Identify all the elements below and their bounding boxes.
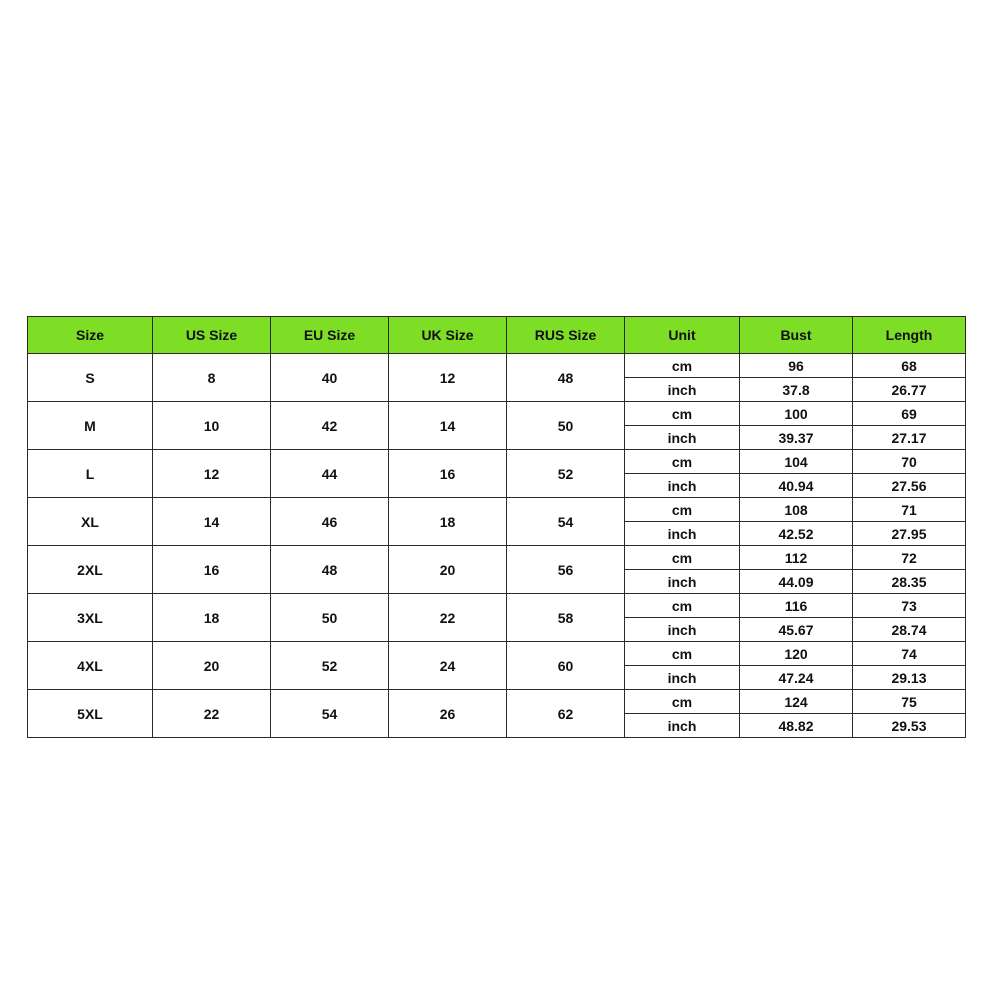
cell-size: XL (28, 498, 153, 546)
cell-unit-inch: inch (625, 426, 740, 450)
cell-length-inch: 27.56 (853, 474, 966, 498)
cell-uk: 26 (389, 690, 507, 738)
cell-bust-cm: 100 (740, 402, 853, 426)
cell-eu: 50 (271, 594, 389, 642)
cell-uk: 12 (389, 354, 507, 402)
cell-uk: 18 (389, 498, 507, 546)
table-body (28, 354, 966, 738)
cell-eu: 46 (271, 498, 389, 546)
column-header-length: Length (853, 317, 966, 354)
cell-us: 22 (153, 690, 271, 738)
cell-eu: 42 (271, 402, 389, 450)
cell-size: S (28, 354, 153, 402)
cell-eu: 54 (271, 690, 389, 738)
cell-bust-inch: 45.67 (740, 618, 853, 642)
cell-bust-cm: 120 (740, 642, 853, 666)
cell-length-cm: 75 (853, 690, 966, 714)
cell-bust-inch: 48.82 (740, 714, 853, 738)
cell-bust-cm: 96 (740, 354, 853, 378)
cell-bust-inch: 37.8 (740, 378, 853, 402)
column-header-uk-size: UK Size (389, 317, 507, 354)
table-row (28, 498, 966, 522)
cell-rus: 52 (507, 450, 625, 498)
cell-unit-inch: inch (625, 618, 740, 642)
cell-unit-inch: inch (625, 570, 740, 594)
cell-uk: 20 (389, 546, 507, 594)
cell-us: 16 (153, 546, 271, 594)
column-header-eu-size: EU Size (271, 317, 389, 354)
table-row (28, 354, 966, 378)
cell-length-cm: 69 (853, 402, 966, 426)
cell-size: 4XL (28, 642, 153, 690)
cell-unit-cm: cm (625, 642, 740, 666)
cell-length-cm: 72 (853, 546, 966, 570)
cell-rus: 60 (507, 642, 625, 690)
column-header-size: Size (28, 317, 153, 354)
cell-uk: 22 (389, 594, 507, 642)
cell-length-inch: 29.53 (853, 714, 966, 738)
cell-unit-inch: inch (625, 474, 740, 498)
cell-unit-cm: cm (625, 498, 740, 522)
cell-length-inch: 27.95 (853, 522, 966, 546)
cell-rus: 58 (507, 594, 625, 642)
cell-length-cm: 71 (853, 498, 966, 522)
cell-us: 18 (153, 594, 271, 642)
cell-rus: 48 (507, 354, 625, 402)
cell-unit-inch: inch (625, 522, 740, 546)
cell-uk: 14 (389, 402, 507, 450)
cell-rus: 54 (507, 498, 625, 546)
cell-us: 20 (153, 642, 271, 690)
cell-us: 12 (153, 450, 271, 498)
table-row (28, 450, 966, 474)
cell-eu: 52 (271, 642, 389, 690)
cell-rus: 56 (507, 546, 625, 594)
cell-unit-cm: cm (625, 594, 740, 618)
cell-size: 5XL (28, 690, 153, 738)
table-row (28, 690, 966, 714)
cell-length-cm: 68 (853, 354, 966, 378)
cell-unit-inch: inch (625, 378, 740, 402)
cell-eu: 48 (271, 546, 389, 594)
cell-bust-inch: 40.94 (740, 474, 853, 498)
cell-bust-cm: 108 (740, 498, 853, 522)
cell-size: 3XL (28, 594, 153, 642)
cell-unit-cm: cm (625, 450, 740, 474)
cell-rus: 50 (507, 402, 625, 450)
cell-unit-inch: inch (625, 666, 740, 690)
cell-unit-cm: cm (625, 402, 740, 426)
cell-size: L (28, 450, 153, 498)
column-header-rus-size: RUS Size (507, 317, 625, 354)
cell-eu: 40 (271, 354, 389, 402)
cell-length-cm: 73 (853, 594, 966, 618)
cell-bust-inch: 39.37 (740, 426, 853, 450)
table-row (28, 594, 966, 618)
cell-length-cm: 70 (853, 450, 966, 474)
cell-rus: 62 (507, 690, 625, 738)
table-row (28, 642, 966, 666)
cell-length-inch: 29.13 (853, 666, 966, 690)
size-chart (27, 316, 965, 738)
header-row (28, 317, 966, 354)
cell-us: 14 (153, 498, 271, 546)
cell-size: 2XL (28, 546, 153, 594)
cell-length-inch: 28.74 (853, 618, 966, 642)
cell-bust-cm: 104 (740, 450, 853, 474)
cell-eu: 44 (271, 450, 389, 498)
cell-unit-cm: cm (625, 690, 740, 714)
cell-unit-cm: cm (625, 354, 740, 378)
cell-unit-inch: inch (625, 714, 740, 738)
cell-us: 8 (153, 354, 271, 402)
cell-us: 10 (153, 402, 271, 450)
cell-bust-cm: 112 (740, 546, 853, 570)
cell-unit-cm: cm (625, 546, 740, 570)
column-header-unit: Unit (625, 317, 740, 354)
cell-bust-cm: 116 (740, 594, 853, 618)
table-row (28, 402, 966, 426)
column-header-bust: Bust (740, 317, 853, 354)
cell-uk: 24 (389, 642, 507, 690)
table-row (28, 546, 966, 570)
column-header-us-size: US Size (153, 317, 271, 354)
table-header (28, 317, 966, 354)
cell-bust-inch: 44.09 (740, 570, 853, 594)
cell-bust-cm: 124 (740, 690, 853, 714)
cell-length-inch: 28.35 (853, 570, 966, 594)
cell-length-cm: 74 (853, 642, 966, 666)
cell-length-inch: 27.17 (853, 426, 966, 450)
size-chart-table (27, 316, 966, 738)
cell-uk: 16 (389, 450, 507, 498)
cell-bust-inch: 42.52 (740, 522, 853, 546)
cell-size: M (28, 402, 153, 450)
cell-bust-inch: 47.24 (740, 666, 853, 690)
cell-length-inch: 26.77 (853, 378, 966, 402)
